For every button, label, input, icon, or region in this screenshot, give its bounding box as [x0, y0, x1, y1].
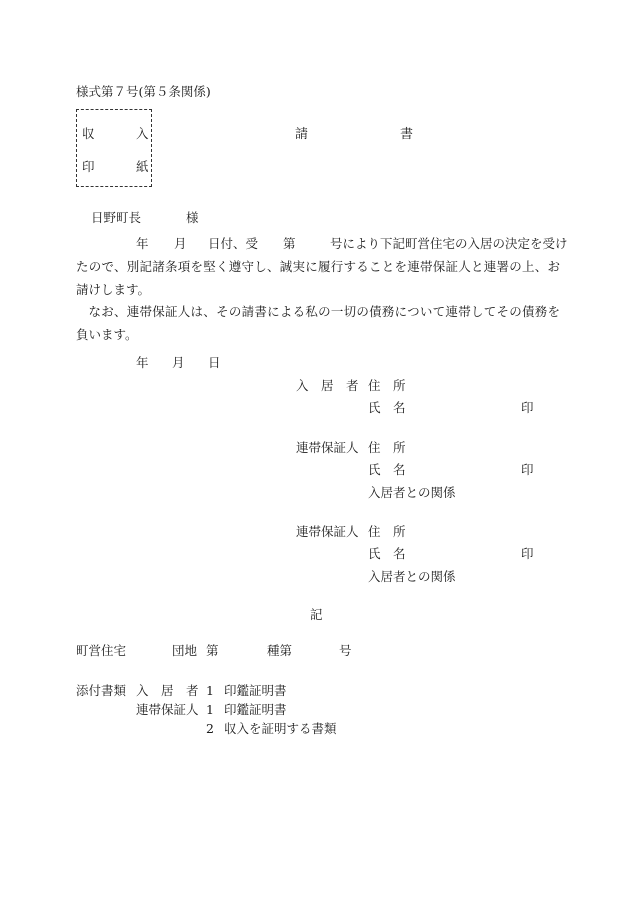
stamp-label-nyu: 入	[136, 126, 149, 141]
guarantor2-relation-label: 入居者との関係	[368, 569, 456, 584]
form-number: 様式第７号(第５条関係)	[76, 84, 211, 99]
guarantor1-address-label: 住 所	[368, 440, 406, 455]
tenant-address-label: 住 所	[368, 378, 406, 393]
stamp-label-shu: 収	[82, 126, 95, 141]
housing-dai: 第	[206, 643, 219, 658]
attachments-guarantor-item-no: 1	[206, 702, 214, 717]
attachments-tenant-item-no: 1	[206, 683, 214, 698]
attachments-tenant-item: 印鑑証明書	[224, 683, 287, 698]
guarantor1-role: 連帯保証人	[296, 440, 359, 455]
attachments-tenant-role: 入 居 者	[136, 683, 199, 698]
stamp-label-shi: 紙	[136, 159, 149, 174]
attachments-guarantor-role: 連帯保証人	[136, 702, 199, 717]
tenant-seal-mark: 印	[521, 400, 534, 415]
attachments-guarantor-item2-no: 2	[206, 721, 214, 736]
date-year: 年	[136, 355, 149, 370]
body-no: 第	[283, 236, 296, 251]
guarantor2-address-label: 住 所	[368, 524, 406, 539]
body-paragraph-1: たので、別記諸条項を堅く遵守し、誠実に履行することを連帯保証人と連署の上、お請けします。	[76, 259, 560, 297]
attachments-label: 添付書類	[76, 683, 127, 698]
body-line1-tail: 号により下記町営住宅の入居の決定を受け	[330, 236, 568, 251]
body-paragraph-2: なお、連帯保証人は、その請書による私の一切の債務について連帯してその債務を負います。	[76, 304, 560, 342]
ki-heading: 記	[310, 607, 323, 622]
housing-label: 町営住宅	[76, 643, 127, 658]
guarantor1-relation-label: 入居者との関係	[368, 485, 456, 500]
title-sho: 書	[400, 127, 414, 142]
body-date-phrase: 日付、受	[208, 236, 259, 251]
housing-shudai: 種第	[267, 643, 293, 658]
body-month: 月	[174, 236, 187, 251]
date-day: 日	[208, 355, 221, 370]
guarantor1-name-label: 氏 名	[368, 462, 406, 477]
tenant-role: 入 居 者	[296, 378, 359, 393]
guarantor2-seal-mark: 印	[521, 546, 534, 561]
body-year: 年	[136, 236, 149, 251]
stamp-label-in: 印	[82, 159, 95, 174]
attachments-guarantor-item2: 収入を証明する書類	[224, 721, 337, 736]
addressee: 日野町長	[91, 210, 142, 225]
date-month: 月	[172, 355, 185, 370]
guarantor1-seal-mark: 印	[521, 462, 534, 477]
tenant-name-label: 氏 名	[368, 400, 406, 415]
housing-danchi: 団地	[172, 643, 198, 658]
attachments-guarantor-item: 印鑑証明書	[224, 702, 287, 717]
guarantor2-name-label: 氏 名	[368, 546, 406, 561]
addressee-honorific: 様	[186, 210, 199, 225]
guarantor2-role: 連帯保証人	[296, 524, 359, 539]
revenue-stamp-box	[76, 109, 152, 187]
housing-go: 号	[339, 643, 352, 658]
title-sei: 請	[295, 127, 309, 142]
